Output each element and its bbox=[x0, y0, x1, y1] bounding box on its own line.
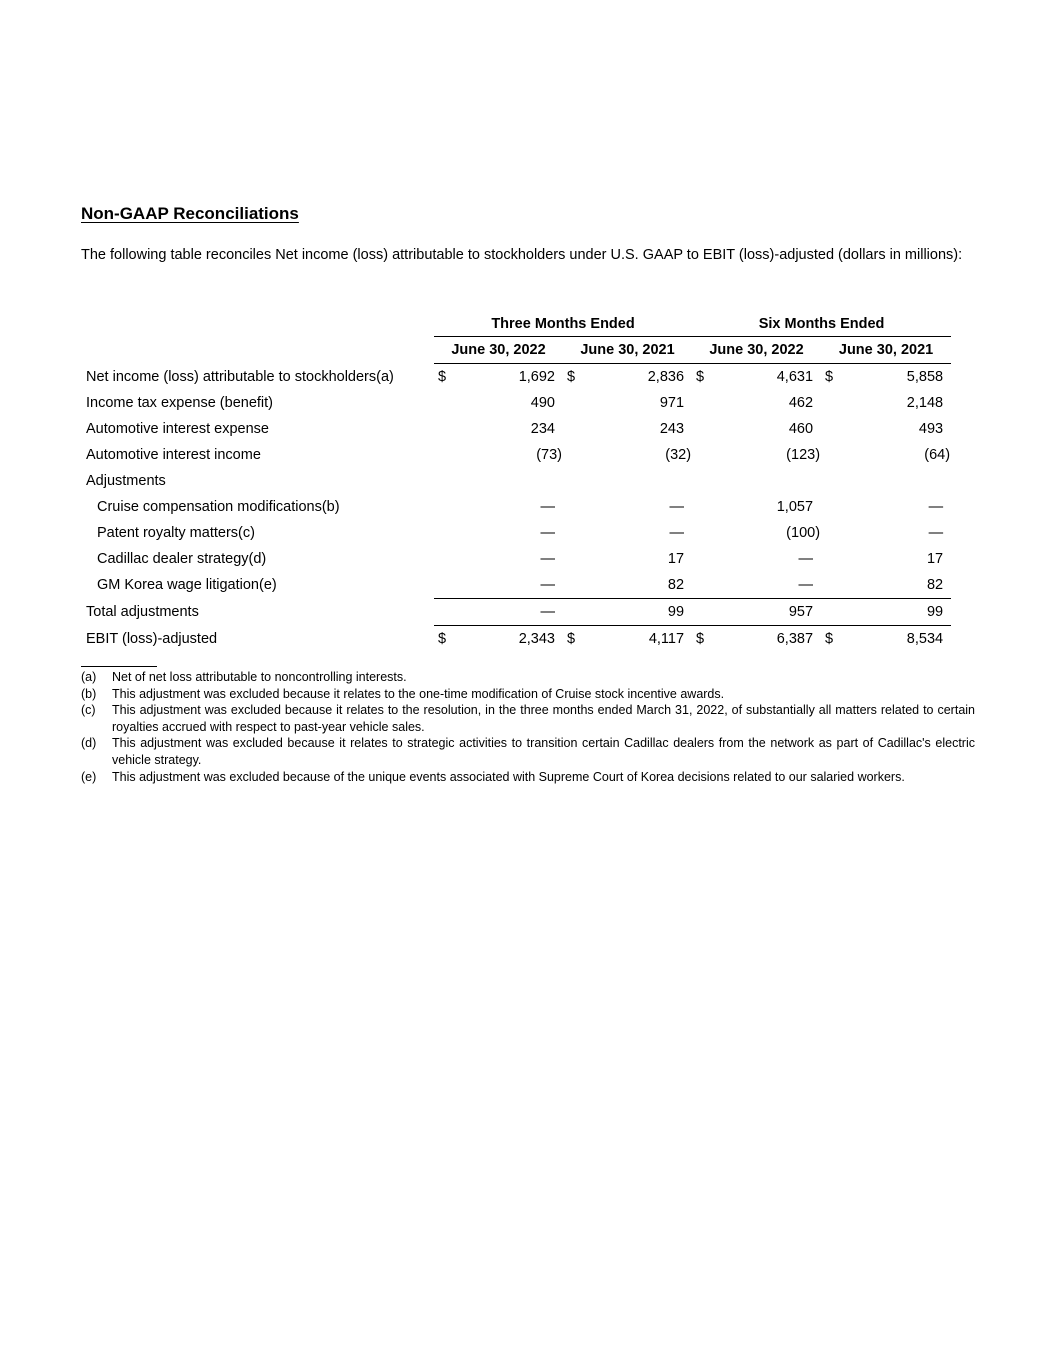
cell-value: — bbox=[798, 551, 814, 567]
cell-value: 462 bbox=[788, 395, 814, 411]
cell-value: (100) bbox=[786, 525, 821, 541]
cell-value: — bbox=[669, 499, 685, 515]
footnote-marker: (a) bbox=[81, 670, 97, 684]
cell-value: (64) bbox=[924, 447, 951, 463]
footnote-text: This adjustment was excluded because it relates to the one-time modification of Cruise stock incentive awards. bbox=[112, 686, 725, 701]
cell-value: (123) bbox=[786, 447, 821, 463]
footnote bbox=[81, 702, 975, 735]
reconciliation-table bbox=[81, 311, 951, 652]
table-row bbox=[81, 468, 951, 494]
currency-symbol: $ bbox=[567, 369, 576, 385]
row-label: Net income (loss) attributable to stockholders(a) bbox=[86, 368, 394, 385]
footnote-text: This adjustment was excluded because of the unique events associated with Supreme Court of Korea decisions related to our salaried workers. bbox=[112, 769, 905, 784]
table-row bbox=[81, 442, 951, 468]
table-row bbox=[81, 494, 951, 520]
cell-value: 82 bbox=[926, 577, 944, 593]
group-header-row bbox=[81, 311, 951, 337]
cell-value: 243 bbox=[659, 421, 685, 437]
cell-value: 2,343 bbox=[450, 626, 563, 653]
footnote-marker: (b) bbox=[81, 686, 97, 701]
cell-value: — bbox=[540, 577, 555, 593]
column-header: June 30, 2022 bbox=[434, 337, 563, 364]
table-row bbox=[81, 416, 951, 442]
row-label: Income tax expense (benefit) bbox=[86, 395, 273, 411]
cell-value: — bbox=[450, 599, 563, 626]
cell-value: — bbox=[540, 525, 555, 541]
currency-symbol: $ bbox=[438, 369, 447, 385]
row-label: Total adjustments bbox=[86, 604, 199, 620]
table-row bbox=[81, 364, 951, 391]
cell-value: 99 bbox=[579, 599, 692, 626]
cell-value: — bbox=[928, 525, 944, 541]
row-label: Automotive interest expense bbox=[86, 421, 269, 437]
cell-value: 234 bbox=[530, 421, 555, 437]
row-label: Adjustments bbox=[86, 473, 166, 489]
cell-value: 8,534 bbox=[837, 626, 951, 653]
cell-value: 2,836 bbox=[647, 369, 685, 385]
column-header-row bbox=[81, 337, 951, 364]
currency-symbol: $ bbox=[821, 626, 837, 653]
footnote bbox=[81, 769, 975, 786]
table-row bbox=[81, 546, 951, 572]
cell-value: — bbox=[669, 525, 685, 541]
cell-value: 17 bbox=[667, 551, 685, 567]
cell-value: — bbox=[798, 577, 814, 593]
cell-value: — bbox=[928, 499, 944, 515]
group-header-six-months: Six Months Ended bbox=[692, 311, 951, 337]
cell-value: 971 bbox=[659, 395, 685, 411]
footnote-marker: (e) bbox=[81, 769, 97, 784]
cell-value: (73) bbox=[536, 447, 562, 463]
cell-value: 6,387 bbox=[708, 626, 821, 653]
footnote-text: Net of net loss attributable to noncontrolling interests. bbox=[112, 670, 407, 684]
page-title: Non-GAAP Reconciliations bbox=[81, 204, 299, 223]
group-header-three-months: Three Months Ended bbox=[434, 311, 692, 337]
cell-value: 490 bbox=[530, 395, 555, 411]
currency-symbol: $ bbox=[692, 626, 708, 653]
cell-value: 82 bbox=[667, 577, 685, 593]
footnote-text: This adjustment was excluded because it relates to strategic activities to transition certain Cadillac dealers from the network as part of Cadillac's electric vehicle strategy. bbox=[112, 736, 975, 767]
column-header: June 30, 2021 bbox=[563, 337, 692, 364]
row-label: GM Korea wage litigation(e) bbox=[97, 577, 277, 594]
cell-value: 1,057 bbox=[776, 499, 814, 515]
footnote bbox=[81, 735, 975, 768]
footnote-text: This adjustment was excluded because it relates to the resolution, in the three months ended March 31, 2022, of substantially all matters related to certain royalties accrued with respect to past-year vehicle sales. bbox=[112, 703, 975, 734]
cell-value: 5,858 bbox=[906, 369, 944, 385]
column-header: June 30, 2021 bbox=[821, 337, 951, 364]
table-row bbox=[81, 390, 951, 416]
cell-value: 4,117 bbox=[579, 626, 692, 653]
cell-value: 460 bbox=[788, 421, 814, 437]
footnote bbox=[81, 686, 975, 703]
cell-value: 4,631 bbox=[776, 369, 814, 385]
row-label: Cruise compensation modifications(b) bbox=[97, 499, 340, 515]
ebit-adjusted-row bbox=[81, 626, 951, 653]
table-row bbox=[81, 520, 951, 546]
cell-value: 99 bbox=[837, 599, 951, 626]
footnote bbox=[81, 669, 975, 686]
intro-paragraph: The following table reconciles Net income (loss) attributable to stockholders under U.S. GAAP to EBIT (loss)-adjusted (dollars in millions): bbox=[81, 247, 963, 263]
currency-symbol: $ bbox=[563, 626, 579, 653]
footnotes bbox=[81, 669, 975, 785]
row-label: Automotive interest income bbox=[86, 447, 261, 463]
footnote-divider bbox=[81, 666, 157, 667]
currency-symbol: $ bbox=[434, 626, 450, 653]
cell-value: 1,692 bbox=[518, 369, 555, 385]
total-adjustments-row bbox=[81, 599, 951, 626]
cell-value: 957 bbox=[708, 599, 821, 626]
row-label: EBIT (loss)-adjusted bbox=[86, 630, 218, 647]
row-label: Cadillac dealer strategy(d) bbox=[97, 551, 267, 567]
column-header: June 30, 2022 bbox=[692, 337, 821, 364]
cell-value: 2,148 bbox=[906, 395, 944, 411]
currency-symbol: $ bbox=[696, 369, 705, 385]
table-row bbox=[81, 572, 951, 599]
row-label: Patent royalty matters(c) bbox=[97, 525, 255, 541]
cell-value: 17 bbox=[926, 551, 944, 567]
footnote-marker: (d) bbox=[81, 736, 97, 751]
footnote-marker: (c) bbox=[81, 703, 96, 718]
cell-value: — bbox=[540, 551, 555, 567]
cell-value: 493 bbox=[918, 421, 944, 437]
cell-value: (32) bbox=[665, 447, 692, 463]
cell-value: — bbox=[540, 499, 555, 515]
currency-symbol: $ bbox=[825, 369, 834, 385]
